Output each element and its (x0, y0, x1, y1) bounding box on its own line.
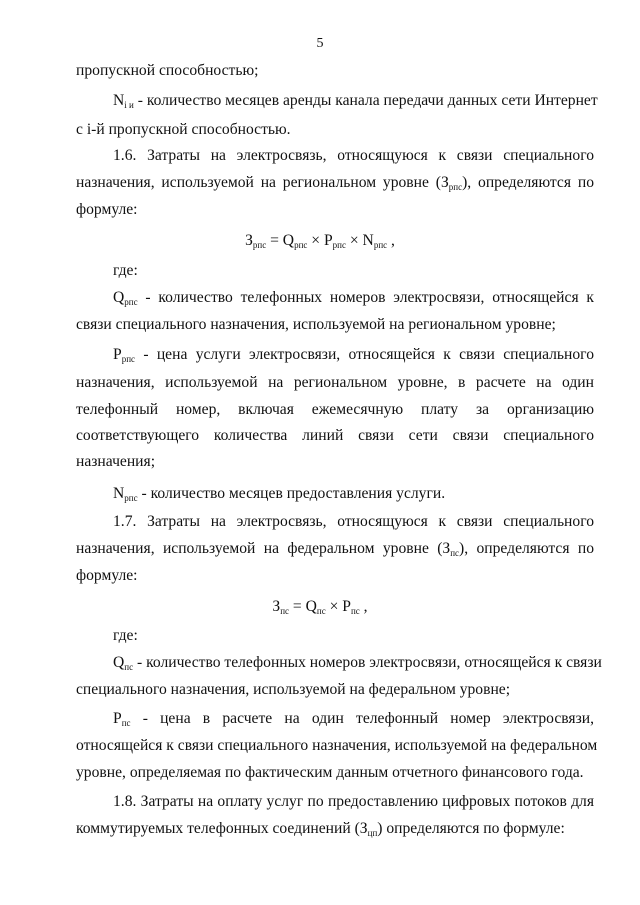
formula-1-6: $З_{рпс} = Q_{рпс} \times P_{рпс} \times N_{рпс}$ , (245, 232, 395, 250)
text-line: формуле: (76, 567, 138, 584)
section-1-8-heading: 1.8. Затраты на оплату услуг по предоставлению цифровых потоков для (113, 793, 594, 810)
where-label: где: (113, 627, 138, 644)
definition-q-ps: $Q_{пс}$ - количество телефонных номеров электросвязи, относящейся к связи (113, 654, 602, 672)
definition-p-ps: $P_{пс}$ - цена в расчете на один телефонный номер электросвязи, (113, 710, 594, 728)
definition-n-i: $N_{i и}$ - количество месяцев аренды канала передачи данных сети Интернет (113, 92, 598, 110)
section-1-6-heading: 1.6. Затраты на электросвязь, относящуюся к связи специального (113, 147, 594, 164)
text-line: уровне, определяемая по фактическим данным отчетного финансового года. (76, 764, 584, 781)
text-line: формуле: (76, 201, 138, 218)
text-line: связи специального назначения, используемой на региональном уровне; (76, 316, 556, 333)
text-line: назначения, используемой на федеральном уровне $(З_{пс})$, определяются по (76, 540, 594, 558)
text-line: соответствующего количества линий связи сети связи специального (76, 427, 594, 444)
section-1-7-heading: 1.7. Затраты на электросвязь, относящуюся к связи специального (113, 513, 594, 530)
text-line: назначения; (76, 453, 156, 470)
page-number: 5 (316, 36, 324, 51)
text-line: с i-й пропускной способностью. (76, 121, 291, 138)
text-line: пропускной способностью; (76, 62, 259, 79)
definition-p-rps: $P_{рпс}$ - цена услуги электросвязи, относящейся к связи специального (113, 346, 594, 364)
text-line: коммутируемых телефонных соединений $(З_{цп})$ определяются по формуле: (76, 820, 565, 838)
text-line: телефонный номер, включая ежемесячную плату за организацию (76, 401, 594, 418)
where-label: где: (113, 262, 138, 279)
text-line: назначения, используемой на региональном уровне, в расчете на один (76, 374, 594, 391)
formula-1-7: $З_{пс} = Q_{пс} \times P_{пс}$ , (272, 598, 368, 616)
definition-n-rps: $N_{рпс}$ - количество месяцев предоставления услуги. (113, 485, 446, 503)
text-line: относящейся к связи специального назначения, используемой на федеральном (76, 737, 598, 754)
definition-q-rps: $Q_{рпс}$ - количество телефонных номеров электросвязи, относящейся к (113, 289, 594, 307)
text-line: специального назначения, используемой на федеральном уровне; (76, 681, 511, 698)
text-line: назначения, используемой на региональном уровне $(З_{рпс})$, определяются по (76, 174, 595, 192)
